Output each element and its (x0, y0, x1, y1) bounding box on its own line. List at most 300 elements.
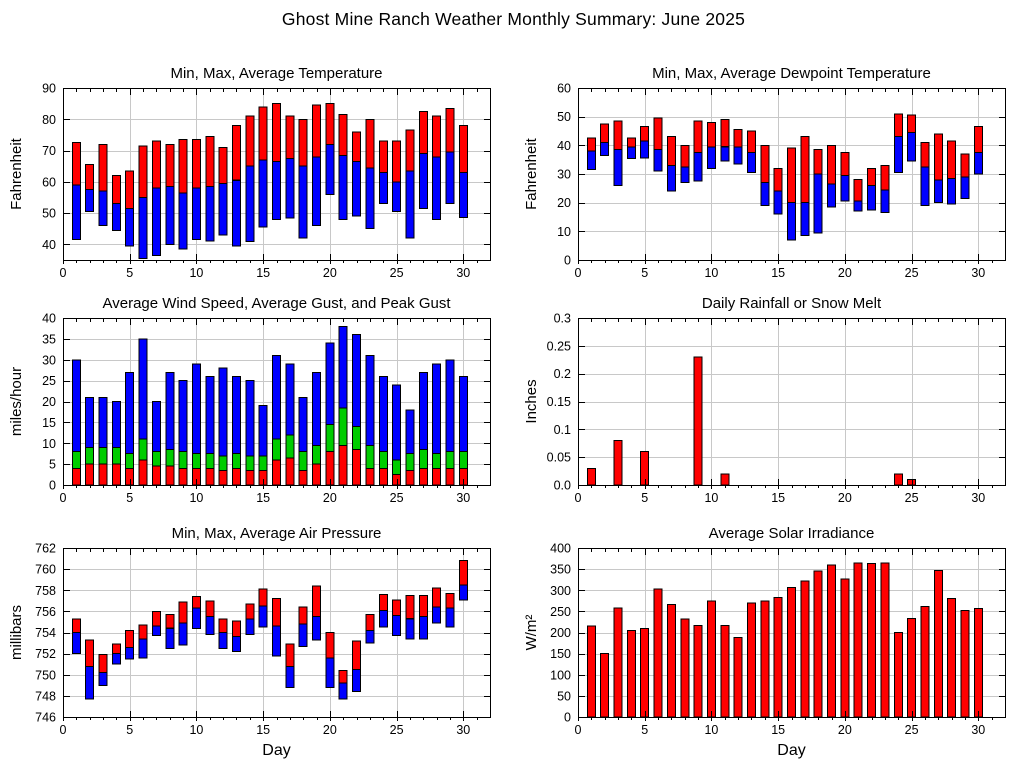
pressure-day-19-avg-max-bar (313, 586, 321, 617)
temperature-day-3-min-avg-bar (99, 191, 107, 225)
dewpoint-day-19-min-avg-bar (828, 184, 836, 207)
dewpoint-ytick-label: 30 (557, 167, 571, 182)
rainfall-xtick-label: 15 (771, 491, 786, 505)
pressure-xtick-label: 10 (189, 723, 204, 737)
pressure-day-5-avg-max-bar (126, 630, 134, 647)
pressure-day-1-avg-max-bar (72, 619, 80, 633)
solar-day-6-bar (654, 589, 662, 717)
dewpoint-day-5-avg-max-bar (641, 127, 649, 141)
solar-xtick-label: 25 (904, 723, 919, 737)
wind-day-29-average-wind-speed-bar (446, 468, 454, 485)
rainfall-ytick-label: 0.2 (553, 367, 571, 382)
pressure-day-28-min-avg-bar (433, 607, 441, 623)
rainfall-day-9-bar (694, 357, 702, 485)
dewpoint-day-25-avg-max-bar (908, 115, 916, 132)
solar-day-22-bar (868, 564, 876, 717)
solar-day-16-bar (788, 588, 796, 717)
pressure-day-24-avg-max-bar (379, 595, 387, 611)
temperature-day-29-avg-max-bar (446, 108, 454, 152)
rainfall-xtick-label: 10 (704, 491, 719, 505)
dewpoint-day-18-avg-max-bar (814, 150, 822, 174)
solar-day-8-bar (681, 619, 689, 717)
wind-day-25-average-wind-speed-bar (393, 475, 401, 485)
temperature-day-27-min-avg-bar (419, 154, 427, 209)
pressure-xtick-label: 0 (59, 723, 67, 737)
dewpoint-ytick-label: 20 (557, 196, 571, 211)
dewpoint-day-10-avg-max-bar (707, 122, 715, 146)
temperature-day-17-avg-max-bar (286, 116, 294, 158)
pressure-day-30-avg-max-bar (459, 561, 467, 585)
wind-day-21-average-wind-speed-bar (339, 445, 347, 485)
pressure-day-12-avg-max-bar (219, 619, 227, 633)
pressure-day-13-avg-max-bar (233, 621, 241, 637)
temperature-xtick-label: 15 (256, 266, 271, 280)
temperature-day-8-avg-max-bar (166, 144, 174, 186)
temperature-day-1-min-avg-bar (72, 185, 80, 240)
dewpoint-day-3-avg-max-bar (614, 121, 622, 150)
solar-day-20-bar (841, 579, 849, 717)
dewpoint-day-7-avg-max-bar (667, 137, 675, 166)
wind-day-20-average-wind-speed-bar (326, 452, 334, 485)
rainfall-ytick-label: 0.15 (546, 395, 571, 409)
dewpoint-day-25-min-avg-bar (908, 132, 916, 161)
pressure-day-3-avg-max-bar (99, 655, 107, 673)
wind-day-19-average-wind-speed-bar (313, 464, 321, 485)
wind-day-7-average-wind-speed-bar (152, 466, 160, 485)
rainfall-title: Daily Rainfall or Snow Melt (701, 295, 882, 312)
pressure-ytick-label: 750 (35, 668, 56, 683)
temperature-ytick-label: 50 (42, 206, 56, 221)
rainfall-ytick-label: 0.0 (553, 478, 571, 493)
pressure-bars (72, 561, 467, 699)
temperature-xtick-label: 0 (59, 266, 67, 280)
temperature-day-10-min-avg-bar (192, 188, 200, 240)
dewpoint-day-20-min-avg-bar (841, 175, 849, 201)
wind-xtick-label: 0 (59, 491, 67, 505)
dewpoint-day-23-min-avg-bar (881, 190, 889, 213)
pressure-ytick-label: 756 (35, 604, 56, 619)
solar-day-28-bar (948, 599, 956, 717)
solar-chart (523, 525, 1006, 759)
temperature-day-21-avg-max-bar (339, 115, 347, 156)
pressure-day-3-min-avg-bar (99, 673, 107, 686)
dewpoint-ytick-label: 0 (564, 253, 571, 268)
temperature-bars (72, 104, 467, 259)
temperature-day-29-min-avg-bar (446, 152, 454, 204)
dewpoint-xtick-label: 5 (641, 266, 649, 280)
wind-xtick-label: 10 (189, 491, 204, 505)
temperature-day-30-avg-max-bar (459, 126, 467, 173)
rainfall-bars (587, 357, 915, 485)
temperature-day-3-avg-max-bar (99, 144, 107, 191)
pressure-day-26-avg-max-bar (406, 596, 414, 619)
dewpoint-ytick-label: 40 (557, 138, 571, 153)
temperature-day-7-min-avg-bar (152, 188, 160, 255)
pressure-day-4-min-avg-bar (112, 654, 120, 665)
solar-xlabel: Day (777, 742, 806, 759)
dewpoint-ytick-label: 60 (557, 81, 571, 96)
wind-xtick-label: 15 (256, 491, 271, 505)
dewpoint-day-14-min-avg-bar (761, 183, 769, 206)
rainfall-day-1-bar (587, 468, 595, 485)
dewpoint-day-27-min-avg-bar (934, 180, 942, 203)
wind-ytick-label: 20 (42, 395, 56, 409)
pressure-day-2-avg-max-bar (86, 640, 94, 666)
pressure-day-14-avg-max-bar (246, 604, 254, 619)
dewpoint-day-27-avg-max-bar (934, 134, 942, 180)
pressure-day-30-min-avg-bar (459, 585, 467, 600)
temperature-day-2-min-avg-bar (86, 190, 94, 212)
solar-xtick-label: 15 (771, 723, 786, 737)
temperature-day-26-avg-max-bar (406, 130, 414, 171)
dewpoint-day-24-min-avg-bar (894, 137, 902, 173)
temperature-day-25-min-avg-bar (393, 182, 401, 212)
dewpoint-xtick-label: 15 (771, 266, 786, 280)
solar-day-4-bar (627, 630, 635, 717)
dewpoint-day-26-avg-max-bar (921, 143, 929, 167)
dewpoint-day-20-avg-max-bar (841, 153, 849, 176)
pressure-xtick-label: 15 (256, 723, 271, 737)
temperature-day-12-avg-max-bar (219, 147, 227, 183)
pressure-day-6-avg-max-bar (139, 625, 147, 639)
pressure-day-18-avg-max-bar (299, 607, 307, 624)
pressure-day-5-min-avg-bar (126, 647, 134, 659)
solar-day-14-bar (761, 601, 769, 717)
dewpoint-day-16-avg-max-bar (788, 148, 796, 203)
pressure-ytick-label: 754 (35, 626, 56, 640)
solar-day-17-bar (801, 581, 809, 717)
temperature-title: Min, Max, Average Temperature (170, 65, 383, 82)
dewpoint-xtick-label: 25 (904, 266, 919, 280)
dewpoint-ylabel: Fahrenheit (523, 138, 540, 210)
solar-day-27-bar (934, 570, 942, 717)
solar-day-30-bar (974, 608, 982, 717)
solar-ytick-label: 100 (550, 668, 571, 683)
temperature-day-12-min-avg-bar (219, 183, 227, 235)
pressure-day-16-min-avg-bar (273, 626, 281, 656)
temperature-day-6-avg-max-bar (139, 146, 147, 198)
solar-day-11-bar (721, 625, 729, 717)
solar-day-18-bar (814, 571, 822, 717)
dewpoint-day-13-min-avg-bar (748, 153, 756, 173)
solar-day-3-bar (614, 608, 622, 717)
dewpoint-xtick-label: 0 (574, 266, 582, 280)
wind-xtick-label: 20 (322, 491, 337, 505)
pressure-day-13-min-avg-bar (233, 637, 241, 652)
pressure-ytick-label: 752 (35, 647, 56, 662)
wind-day-13-average-wind-speed-bar (233, 468, 241, 485)
dewpoint-day-4-avg-max-bar (627, 138, 635, 147)
pressure-day-2-min-avg-bar (86, 666, 94, 699)
solar-day-25-bar (908, 619, 916, 717)
pressure-day-23-min-avg-bar (366, 630, 374, 643)
temperature-day-22-min-avg-bar (353, 162, 361, 217)
solar-bars (587, 563, 982, 717)
wind-chart (8, 295, 491, 505)
wind-day-14-average-wind-speed-bar (246, 470, 254, 485)
pressure-day-21-avg-max-bar (339, 671, 347, 684)
pressure-day-10-avg-max-bar (192, 597, 200, 609)
pressure-day-22-min-avg-bar (353, 670, 361, 692)
wind-ytick-label: 35 (42, 332, 56, 347)
wind-xtick-label: 25 (389, 491, 404, 505)
temperature-day-16-min-avg-bar (273, 162, 281, 220)
solar-day-26-bar (921, 606, 929, 717)
temperature-day-17-min-avg-bar (286, 158, 294, 217)
dewpoint-day-1-min-avg-bar (587, 151, 595, 170)
dewpoint-day-3-min-avg-bar (614, 150, 622, 186)
pressure-xtick-label: 5 (126, 723, 134, 737)
dewpoint-title: Min, Max, Average Dewpoint Temperature (652, 65, 931, 82)
solar-day-10-bar (707, 601, 715, 717)
dewpoint-day-21-min-avg-bar (854, 201, 862, 211)
temperature-xtick-label: 5 (126, 266, 134, 280)
pressure-xtick-label: 20 (322, 723, 337, 737)
temperature-day-23-avg-max-bar (366, 119, 374, 168)
solar-day-7-bar (667, 605, 675, 717)
temperature-ytick-label: 70 (42, 144, 56, 159)
dewpoint-day-8-avg-max-bar (681, 145, 689, 167)
wind-day-16-average-wind-speed-bar (273, 460, 281, 485)
wind-day-22-average-wind-speed-bar (353, 450, 361, 486)
temperature-day-13-min-avg-bar (233, 180, 241, 246)
wind-ytick-label: 15 (42, 415, 56, 430)
pressure-day-6-min-avg-bar (139, 639, 147, 658)
wind-ylabel: miles/hour (8, 366, 25, 437)
dewpoint-day-18-min-avg-bar (814, 174, 822, 233)
temperature-day-5-avg-max-bar (126, 171, 134, 209)
wind-day-8-average-wind-speed-bar (166, 466, 174, 485)
pressure-day-25-avg-max-bar (393, 600, 401, 616)
dewpoint-day-10-min-avg-bar (707, 147, 715, 169)
temperature-day-23-min-avg-bar (366, 168, 374, 229)
pressure-day-17-min-avg-bar (286, 666, 294, 687)
pressure-day-27-avg-max-bar (419, 596, 427, 617)
dewpoint-day-26-min-avg-bar (921, 167, 929, 206)
pressure-day-26-min-avg-bar (406, 619, 414, 639)
pressure-day-25-min-avg-bar (393, 616, 401, 636)
solar-day-9-bar (694, 625, 702, 717)
temperature-day-25-avg-max-bar (393, 141, 401, 182)
pressure-day-8-min-avg-bar (166, 628, 174, 648)
rainfall-xtick-label: 25 (904, 491, 919, 505)
wind-day-9-average-wind-speed-bar (179, 468, 187, 485)
temperature-day-28-avg-max-bar (433, 116, 441, 157)
temperature-day-22-avg-max-bar (353, 132, 361, 162)
pressure-day-20-avg-max-bar (326, 633, 334, 658)
temperature-ytick-label: 80 (42, 112, 56, 127)
dewpoint-day-17-min-avg-bar (801, 203, 809, 236)
pressure-day-15-avg-max-bar (259, 589, 267, 606)
solar-day-13-bar (748, 603, 756, 717)
dewpoint-day-13-avg-max-bar (748, 131, 756, 153)
dewpoint-day-6-avg-max-bar (654, 118, 662, 150)
solar-ytick-label: 0 (564, 710, 571, 725)
temperature-day-6-min-avg-bar (139, 198, 147, 259)
dewpoint-ytick-label: 50 (557, 110, 571, 125)
pressure-day-12-min-avg-bar (219, 633, 227, 649)
pressure-ytick-label: 748 (35, 689, 56, 704)
rainfall-xtick-label: 20 (837, 491, 852, 505)
temperature-day-11-avg-max-bar (206, 137, 214, 187)
dewpoint-day-23-avg-max-bar (881, 165, 889, 189)
wind-day-27-average-wind-speed-bar (419, 468, 427, 485)
temperature-day-19-avg-max-bar (313, 105, 321, 157)
dewpoint-day-28-avg-max-bar (948, 141, 956, 178)
dewpoint-day-22-min-avg-bar (868, 186, 876, 210)
temperature-day-2-avg-max-bar (86, 165, 94, 190)
temperature-day-8-min-avg-bar (166, 187, 174, 245)
rainfall-day-11-bar (721, 474, 729, 485)
dewpoint-day-22-avg-max-bar (868, 168, 876, 185)
dewpoint-day-12-avg-max-bar (734, 130, 742, 147)
dewpoint-day-2-min-avg-bar (601, 143, 609, 156)
solar-day-24-bar (894, 633, 902, 718)
dewpoint-day-8-min-avg-bar (681, 167, 689, 183)
dewpoint-day-17-avg-max-bar (801, 137, 809, 203)
wind-day-24-average-wind-speed-bar (379, 468, 387, 485)
temperature-day-18-avg-max-bar (299, 119, 307, 166)
dewpoint-xtick-label: 20 (837, 266, 852, 280)
wind-day-6-average-wind-speed-bar (139, 460, 147, 485)
pressure-ytick-label: 746 (35, 710, 56, 725)
temperature-day-21-min-avg-bar (339, 155, 347, 219)
temperature-day-1-avg-max-bar (72, 143, 80, 185)
pressure-day-11-min-avg-bar (206, 617, 214, 635)
dewpoint-day-29-avg-max-bar (961, 154, 969, 177)
temperature-day-11-min-avg-bar (206, 187, 214, 242)
pressure-day-9-avg-max-bar (179, 602, 187, 623)
solar-day-1-bar (587, 626, 595, 717)
temperature-ylabel: Fahrenheit (8, 138, 25, 210)
pressure-day-23-avg-max-bar (366, 615, 374, 631)
pressure-day-14-min-avg-bar (246, 619, 254, 635)
wind-bars (72, 326, 467, 485)
wind-day-23-average-wind-speed-bar (366, 468, 374, 485)
temperature-day-15-min-avg-bar (259, 160, 267, 227)
solar-day-29-bar (961, 611, 969, 718)
dewpoint-day-28-min-avg-bar (948, 178, 956, 204)
solar-title: Average Solar Irradiance (708, 525, 875, 542)
solar-ylabel: W/m² (523, 614, 540, 651)
temperature-ytick-label: 60 (42, 175, 56, 190)
wind-day-12-average-wind-speed-bar (219, 470, 227, 485)
dewpoint-day-4-min-avg-bar (627, 147, 635, 159)
rainfall-day-3-bar (614, 441, 622, 486)
pressure-title: Min, Max, Average Air Pressure (171, 525, 382, 542)
pressure-ytick-label: 758 (35, 583, 56, 598)
solar-day-5-bar (641, 628, 649, 717)
pressure-xtick-label: 30 (456, 723, 471, 737)
pressure-day-7-avg-max-bar (152, 611, 160, 626)
rainfall-day-25-bar (908, 479, 916, 485)
wind-ytick-label: 0 (49, 478, 56, 493)
pressure-day-15-min-avg-bar (259, 606, 267, 627)
wind-day-26-average-wind-speed-bar (406, 470, 414, 485)
pressure-day-21-min-avg-bar (339, 683, 347, 699)
rainfall-ytick-label: 0.25 (546, 339, 571, 354)
wind-ytick-label: 40 (42, 311, 56, 326)
rainfall-ylabel: Inches (523, 379, 540, 424)
wind-ytick-label: 5 (49, 457, 56, 472)
wind-xtick-label: 5 (126, 491, 134, 505)
pressure-day-4-avg-max-bar (112, 644, 120, 654)
dewpoint-ytick-label: 10 (557, 224, 571, 239)
pressure-ytick-label: 760 (35, 562, 56, 577)
solar-day-2-bar (601, 654, 609, 717)
dewpoint-day-5-min-avg-bar (641, 141, 649, 158)
temperature-day-14-min-avg-bar (246, 166, 254, 241)
dewpoint-day-11-avg-max-bar (721, 120, 729, 147)
rainfall-ytick-label: 0.3 (553, 311, 571, 326)
temperature-day-24-min-avg-bar (379, 172, 387, 203)
temperature-day-13-avg-max-bar (233, 126, 241, 181)
dewpoint-day-21-avg-max-bar (854, 180, 862, 202)
dewpoint-bars (587, 114, 982, 240)
wind-day-18-average-wind-speed-bar (299, 470, 307, 485)
wind-day-11-average-wind-speed-bar (206, 468, 214, 485)
temperature-day-9-min-avg-bar (179, 193, 187, 249)
wind-day-3-average-wind-speed-bar (99, 464, 107, 485)
pressure-day-1-min-avg-bar (72, 633, 80, 654)
dewpoint-xtick-label: 10 (704, 266, 719, 280)
solar-ytick-label: 400 (550, 541, 571, 556)
wind-title: Average Wind Speed, Average Gust, and Peak Gust (102, 295, 451, 312)
temperature-day-20-min-avg-bar (326, 144, 334, 194)
temperature-day-16-avg-max-bar (273, 104, 281, 162)
solar-xtick-label: 0 (574, 723, 582, 737)
solar-xtick-label: 10 (704, 723, 719, 737)
wind-day-17-average-wind-speed-bar (286, 458, 294, 485)
wind-day-2-average-wind-speed-bar (86, 464, 94, 485)
pressure-day-22-avg-max-bar (353, 641, 361, 670)
solar-day-23-bar (881, 563, 889, 717)
pressure-day-29-min-avg-bar (446, 608, 454, 627)
dewpoint-day-1-avg-max-bar (587, 138, 595, 151)
wind-ytick-label: 25 (42, 374, 56, 389)
pressure-day-8-avg-max-bar (166, 615, 174, 629)
temperature-day-4-min-avg-bar (112, 204, 120, 231)
temperature-day-19-min-avg-bar (313, 157, 321, 226)
solar-ytick-label: 200 (550, 626, 571, 640)
rainfall-ytick-label: 0.1 (553, 422, 571, 437)
temperature-xtick-label: 25 (389, 266, 404, 280)
wind-ytick-label: 30 (42, 353, 56, 368)
rainfall-chart (523, 295, 1006, 505)
temperature-day-10-avg-max-bar (192, 140, 200, 189)
pressure-day-9-min-avg-bar (179, 623, 187, 645)
pressure-xtick-label: 25 (389, 723, 404, 737)
temperature-day-9-avg-max-bar (179, 140, 187, 193)
pressure-day-7-min-avg-bar (152, 626, 160, 636)
pressure-chart (8, 525, 491, 759)
pressure-day-11-avg-max-bar (206, 601, 214, 617)
solar-ytick-label: 150 (550, 647, 571, 662)
temperature-day-14-avg-max-bar (246, 116, 254, 166)
rainfall-day-5-bar (641, 452, 649, 485)
dewpoint-day-11-min-avg-bar (721, 147, 729, 161)
solar-day-15-bar (774, 597, 782, 717)
solar-xtick-label: 20 (837, 723, 852, 737)
solar-xtick-label: 5 (641, 723, 649, 737)
solar-ytick-label: 50 (557, 689, 571, 704)
dewpoint-day-29-min-avg-bar (961, 177, 969, 199)
dewpoint-chart (523, 65, 1006, 280)
pressure-day-24-min-avg-bar (379, 610, 387, 627)
dewpoint-xtick-label: 30 (971, 266, 986, 280)
pressure-day-16-avg-max-bar (273, 599, 281, 627)
temperature-xtick-label: 20 (322, 266, 337, 280)
